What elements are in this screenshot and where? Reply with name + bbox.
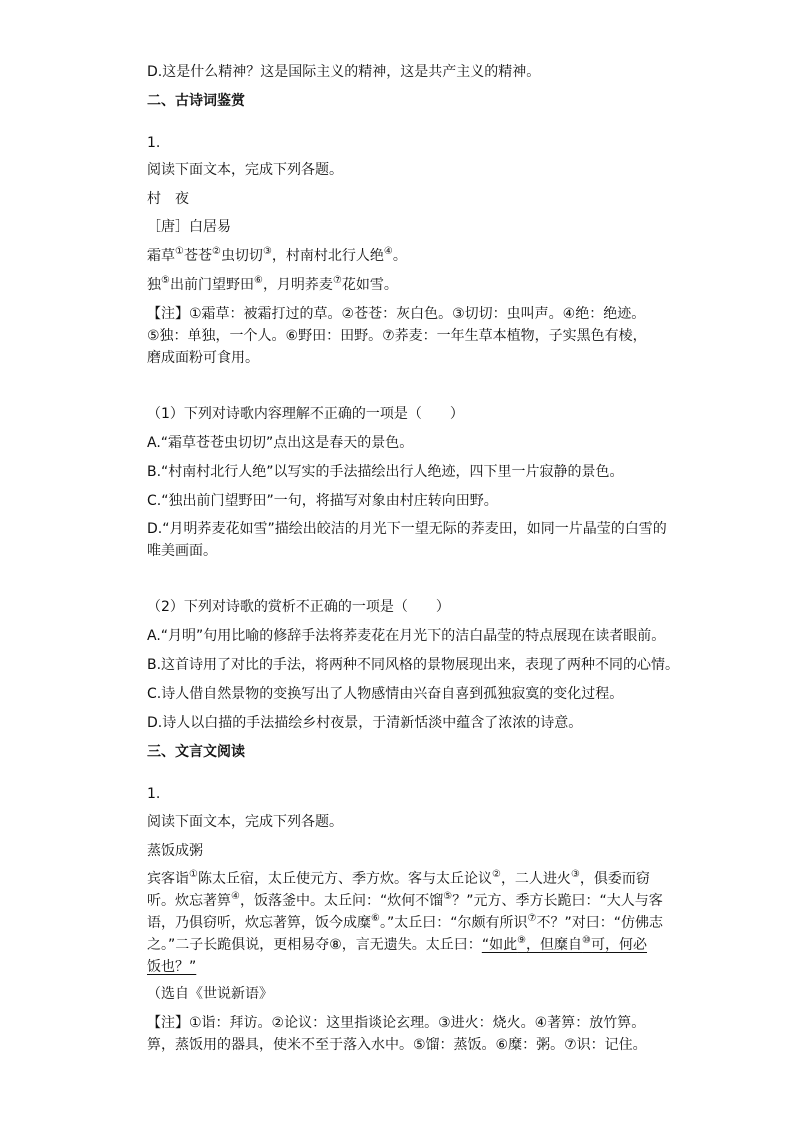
passage-notes-line-2: 箅，蒸饭用的器具，使米不至于落入水中。⑤馏：蒸饭。⑥糜：粥。⑦识：记住。 (147, 1037, 647, 1053)
q2-option-a: A.“月明”句用比喻的修辞手法将荞麦花在月光下的洁白晶莹的特点展现在读者眼前。 (147, 628, 666, 644)
section-heading-poetry: 二、古诗词鉴赏 (147, 93, 245, 109)
q2-stem: （2）下列对诗歌的赏析不正确的一项是（ ） (147, 599, 450, 615)
question-number: 1. (147, 135, 161, 151)
passage-line-3: 语，乃俱窃听，炊忘著箅，饭今成糜⑥。”太丘曰：“尔颇有所识⑦不？”对曰：“仿佛志 (147, 913, 663, 931)
q2-option-d: D.诗人以白描的手法描绘乡村夜景，于清新恬淡中蕴含了浓浓的诗意。 (147, 715, 583, 731)
poem-title: 村 夜 (147, 191, 189, 207)
passage-notes-line-1: 【注】①诣：拜访。②论议：这里指谈论玄理。③进火：烧火。④著箅：放竹箅。 (147, 1015, 646, 1031)
q1-option-b: B.“村南村北行人绝”以写实的手法描绘出行人绝迹，四下里一片寂静的景色。 (147, 464, 624, 480)
poem-notes-line-2: ⑤独：单独，一个人。⑥野田：田野。⑦荞麦：一年生草本植物，子实黑色有棱， (147, 328, 647, 344)
poem-line-1: 霜草①苍苍②虫切切③，村南村北行人绝④。 (147, 246, 407, 264)
poem-notes-line-1: 【注】①霜草：被霜打过的草。②苍苍：灰白色。③切切：虫叫声。④绝：绝迹。 (147, 306, 646, 322)
top-option-d: D.这是什么精神？这是国际主义的精神，这是共产主义的精神。 (147, 64, 541, 80)
passage-source: （选自《世说新语》 (147, 986, 273, 1002)
poem-line-2: 独⑤出前门望野田⑥，月明荞麦⑦花如雪。 (147, 275, 398, 293)
question-number-2: 1. (147, 786, 161, 802)
section-heading-classical: 三、文言文阅读 (147, 744, 245, 760)
poem-notes-line-3: 磨成面粉可食用。 (147, 350, 259, 366)
instruction-text-2: 阅读下面文本，完成下列各题。 (147, 814, 343, 830)
q1-stem: （1）下列对诗歌内容理解不正确的一项是（ ） (147, 406, 464, 422)
q1-option-d-line-1: D.“月明荞麦花如雪”描绘出皎洁的月光下一望无际的荞麦田，如同一片晶莹的白雪的 (147, 521, 667, 537)
passage-line-1: 宾客诣①陈太丘宿，太丘使元方、季方炊。客与太丘论议②，二人进火③，俱委而窃 (147, 869, 650, 887)
passage-title: 蒸饭成粥 (147, 843, 203, 859)
q1-option-a: A.“霜草苍苍虫切切”点出这是春天的景色。 (147, 435, 414, 451)
passage-line-5: 饭也？” (147, 959, 197, 975)
q2-option-c: C.诗人借自然景物的变换写出了人物感情由兴奋自喜到孤独寂寞的变化过程。 (147, 686, 624, 702)
underlined-phrase: “如此⑨，但糜自⑩可，何必 (481, 935, 648, 953)
q2-option-b: B.这首诗用了对比的手法，将两种不同风格的景物展现出来，表现了两种不同的心情。 (147, 657, 680, 673)
passage-line-2: 听。炊忘著箅④，饭落釜中。太丘问：“炊何不馏⑤？”元方、季方长跪曰：“大人与客 (147, 891, 663, 909)
q1-option-d-line-2: 唯美画面。 (147, 543, 217, 559)
q1-option-c: C.“独出前门望野田”一句，将描写对象由村庄转向田野。 (147, 493, 498, 509)
instruction-text: 阅读下面文本，完成下列各题。 (147, 162, 343, 178)
poem-author: ［唐］白居易 (147, 219, 231, 235)
passage-line-4: 之。”二子长跪俱说，更相易夺⑧，言无遗失。太丘曰：“如此⑨，但糜自⑩可，何必 (147, 935, 648, 953)
